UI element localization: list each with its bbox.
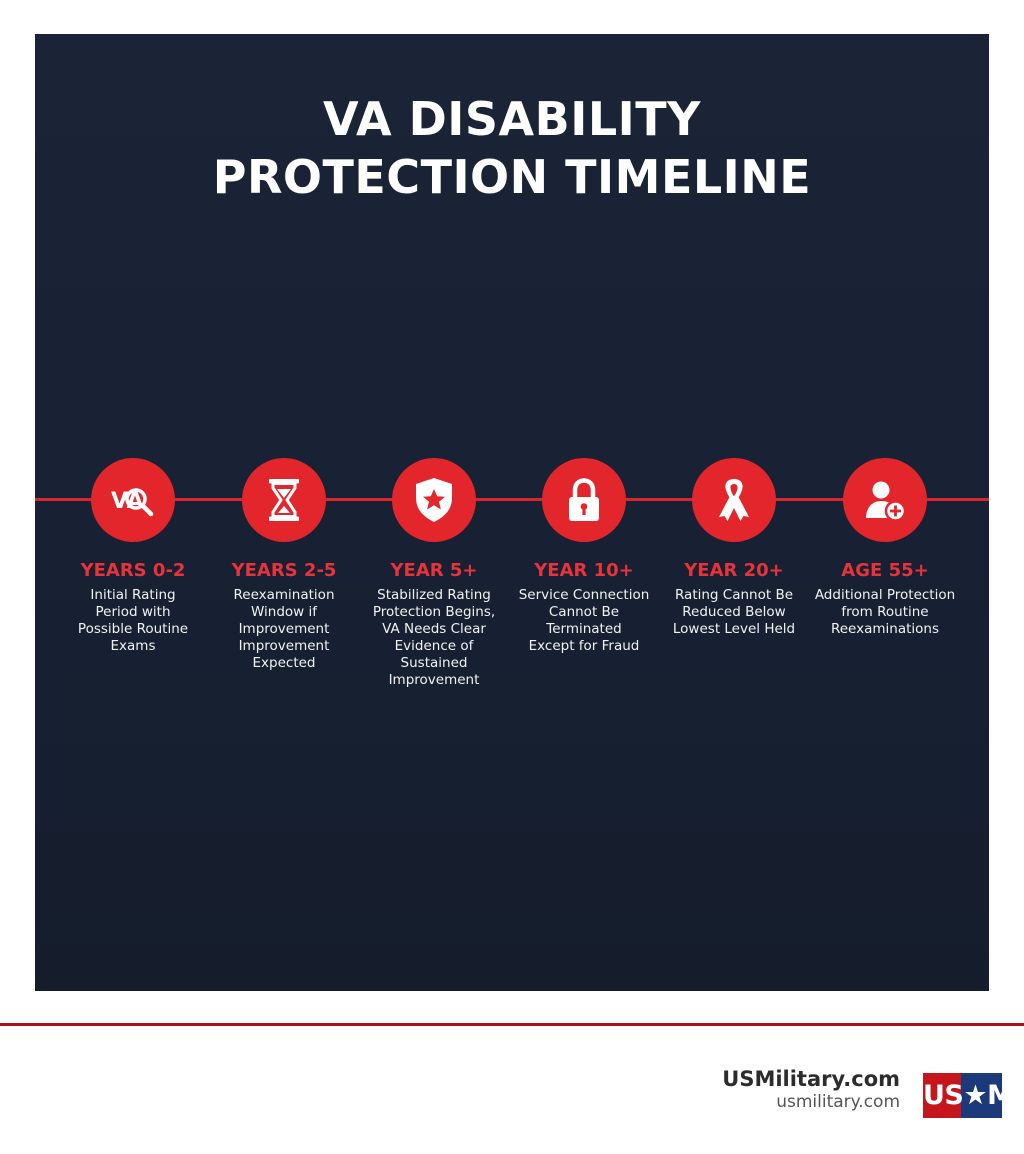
- description-line: Period with: [95, 604, 171, 620]
- description-line: Cannot Be: [548, 604, 620, 620]
- milestone-year-20-plus: [659, 458, 809, 638]
- page-title: [0, 90, 1024, 206]
- brand-name: USMilitary.com: [722, 1067, 900, 1091]
- description-line: Window if: [250, 604, 318, 620]
- description-line: Expected: [252, 655, 316, 671]
- brand-block: [722, 1066, 900, 1112]
- shield-star-icon: [404, 470, 464, 530]
- description-line: Reduced Below: [682, 604, 786, 620]
- description-line: Initial Rating: [90, 587, 176, 603]
- milestone-description: [58, 587, 208, 655]
- va-magnifier-icon: [103, 470, 163, 530]
- milestone-label: YEAR 20+: [684, 560, 784, 581]
- milestone-years-2-5: [209, 458, 359, 672]
- footer-divider: [0, 1023, 1024, 1026]
- title-line-1: VA DISABILITY: [323, 92, 701, 146]
- milestone-description: [659, 587, 809, 638]
- milestone-circle: [692, 458, 776, 542]
- description-line: Improvement: [238, 638, 330, 654]
- hourglass-icon: [254, 470, 314, 530]
- person-plus-icon: [855, 470, 915, 530]
- milestone-years-0-2: [58, 458, 208, 655]
- description-line: Reexaminations: [830, 621, 940, 637]
- description-line: Improvement: [388, 672, 480, 688]
- milestone-label: AGE 55+: [841, 560, 929, 581]
- milestone-description: [810, 587, 960, 638]
- description-line: VA Needs Clear: [382, 621, 486, 637]
- milestone-circle: [242, 458, 326, 542]
- title-line-2: PROTECTION TIMELINE: [212, 150, 812, 204]
- description-line: Stabilized Rating: [377, 587, 491, 603]
- svg-text:VA: VA: [111, 489, 144, 514]
- milestone-year-10-plus: [509, 458, 659, 655]
- description-line: Exams: [110, 638, 156, 654]
- milestone-year-5-plus: [359, 458, 509, 689]
- description-line: Rating Cannot Be: [674, 587, 794, 603]
- description-line: Service Connection: [518, 587, 650, 603]
- milestone-label: YEARS 2-5: [231, 560, 337, 581]
- usm-logo: [922, 1072, 1014, 1119]
- milestone-label: YEAR 5+: [390, 560, 478, 581]
- milestone-circle: [392, 458, 476, 542]
- description-line: Evidence of: [394, 638, 474, 654]
- brand-url[interactable]: usmilitary.com: [776, 1092, 900, 1112]
- description-line: Additional Protection: [814, 587, 956, 603]
- milestone-description: [509, 587, 659, 655]
- milestone-description: [209, 587, 359, 672]
- milestone-circle: [91, 458, 175, 542]
- milestone-circle: [542, 458, 626, 542]
- milestone-label: YEARS 0-2: [80, 560, 186, 581]
- milestone-age-55-plus: [810, 458, 960, 638]
- milestone-circle: [843, 458, 927, 542]
- description-line: Possible Routine: [77, 621, 189, 637]
- padlock-icon: [554, 470, 614, 530]
- description-line: Sustained: [400, 655, 468, 671]
- description-line: from Routine: [841, 604, 929, 620]
- description-line: Reexamination: [233, 587, 335, 603]
- logo-text: US★M: [923, 1080, 1014, 1111]
- description-line: Lowest Level Held: [672, 621, 796, 637]
- description-line: Protection Begins,: [372, 604, 496, 620]
- description-line: Except for Fraud: [528, 638, 640, 654]
- description-line: Improvement: [238, 621, 330, 637]
- milestone-label: YEAR 10+: [534, 560, 634, 581]
- ribbon-icon: [704, 470, 764, 530]
- description-line: Terminated: [546, 621, 622, 637]
- milestone-description: [359, 587, 509, 689]
